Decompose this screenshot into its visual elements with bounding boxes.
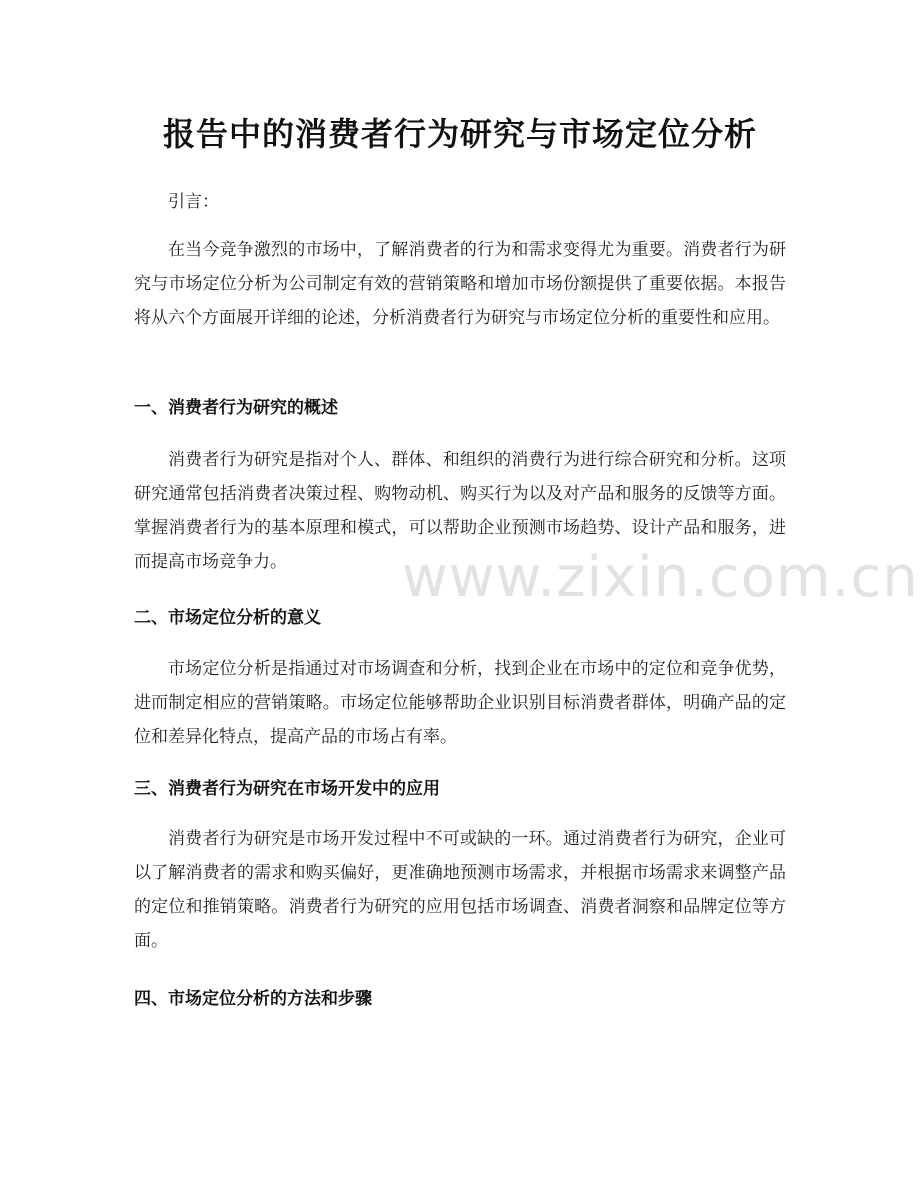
watermark-text: www.zixin.com.cn	[402, 545, 919, 610]
intro-paragraph: 在当今竞争激烈的市场中，了解消费者的行为和需求变得尤为重要。消费者行为研究与市场定位分析为公司制定有效的营销策略和增加市场份额提供了重要依据。本报告将从六个方面展开详细的论述，分析消费者行为研究与市场定位分析的重要性和应用。	[134, 240, 786, 328]
section-paragraph-3: 消费者行为研究是市场开发过程中不可或缺的一环。通过消费者行为研究，企业可以了解消费者的需求和购买偏好，更准确地预测市场需求，并根据市场需求来调整产品的定位和推销策略。消费者行为研究的应用包括市场调查、消费者洞察和品牌定位等方面。	[134, 829, 786, 951]
document-title: 报告中的消费者行为研究与市场定位分析	[162, 115, 757, 153]
section-heading-1: 一、消费者行为研究的概述	[134, 398, 338, 418]
section-heading-4: 四、市场定位分析的方法和步骤	[134, 989, 372, 1009]
section-paragraph-2: 市场定位分析是指通过对市场调查和分析，找到企业在市场中的定位和竞争优势，进而制定相应的营销策略。市场定位能够帮助企业识别目标消费者群体，明确产品的定位和差异化特点，提高产品的市场占有率。	[134, 659, 786, 747]
section-heading-3: 三、消费者行为研究在市场开发中的应用	[134, 779, 440, 799]
section-paragraph-1: 消费者行为研究是指对个人、群体、和组织的消费行为进行综合研究和分析。这项研究通常包括消费者决策过程、购物动机、购买行为以及对产品和服务的反馈等方面。掌握消费者行为的基本原理和模式，可以帮助企业预测市场趋势、设计产品和服务，进而提高市场竞争力。	[134, 450, 786, 572]
section-heading-2: 二、市场定位分析的意义	[134, 608, 321, 628]
intro-label: 引言：	[168, 192, 219, 212]
